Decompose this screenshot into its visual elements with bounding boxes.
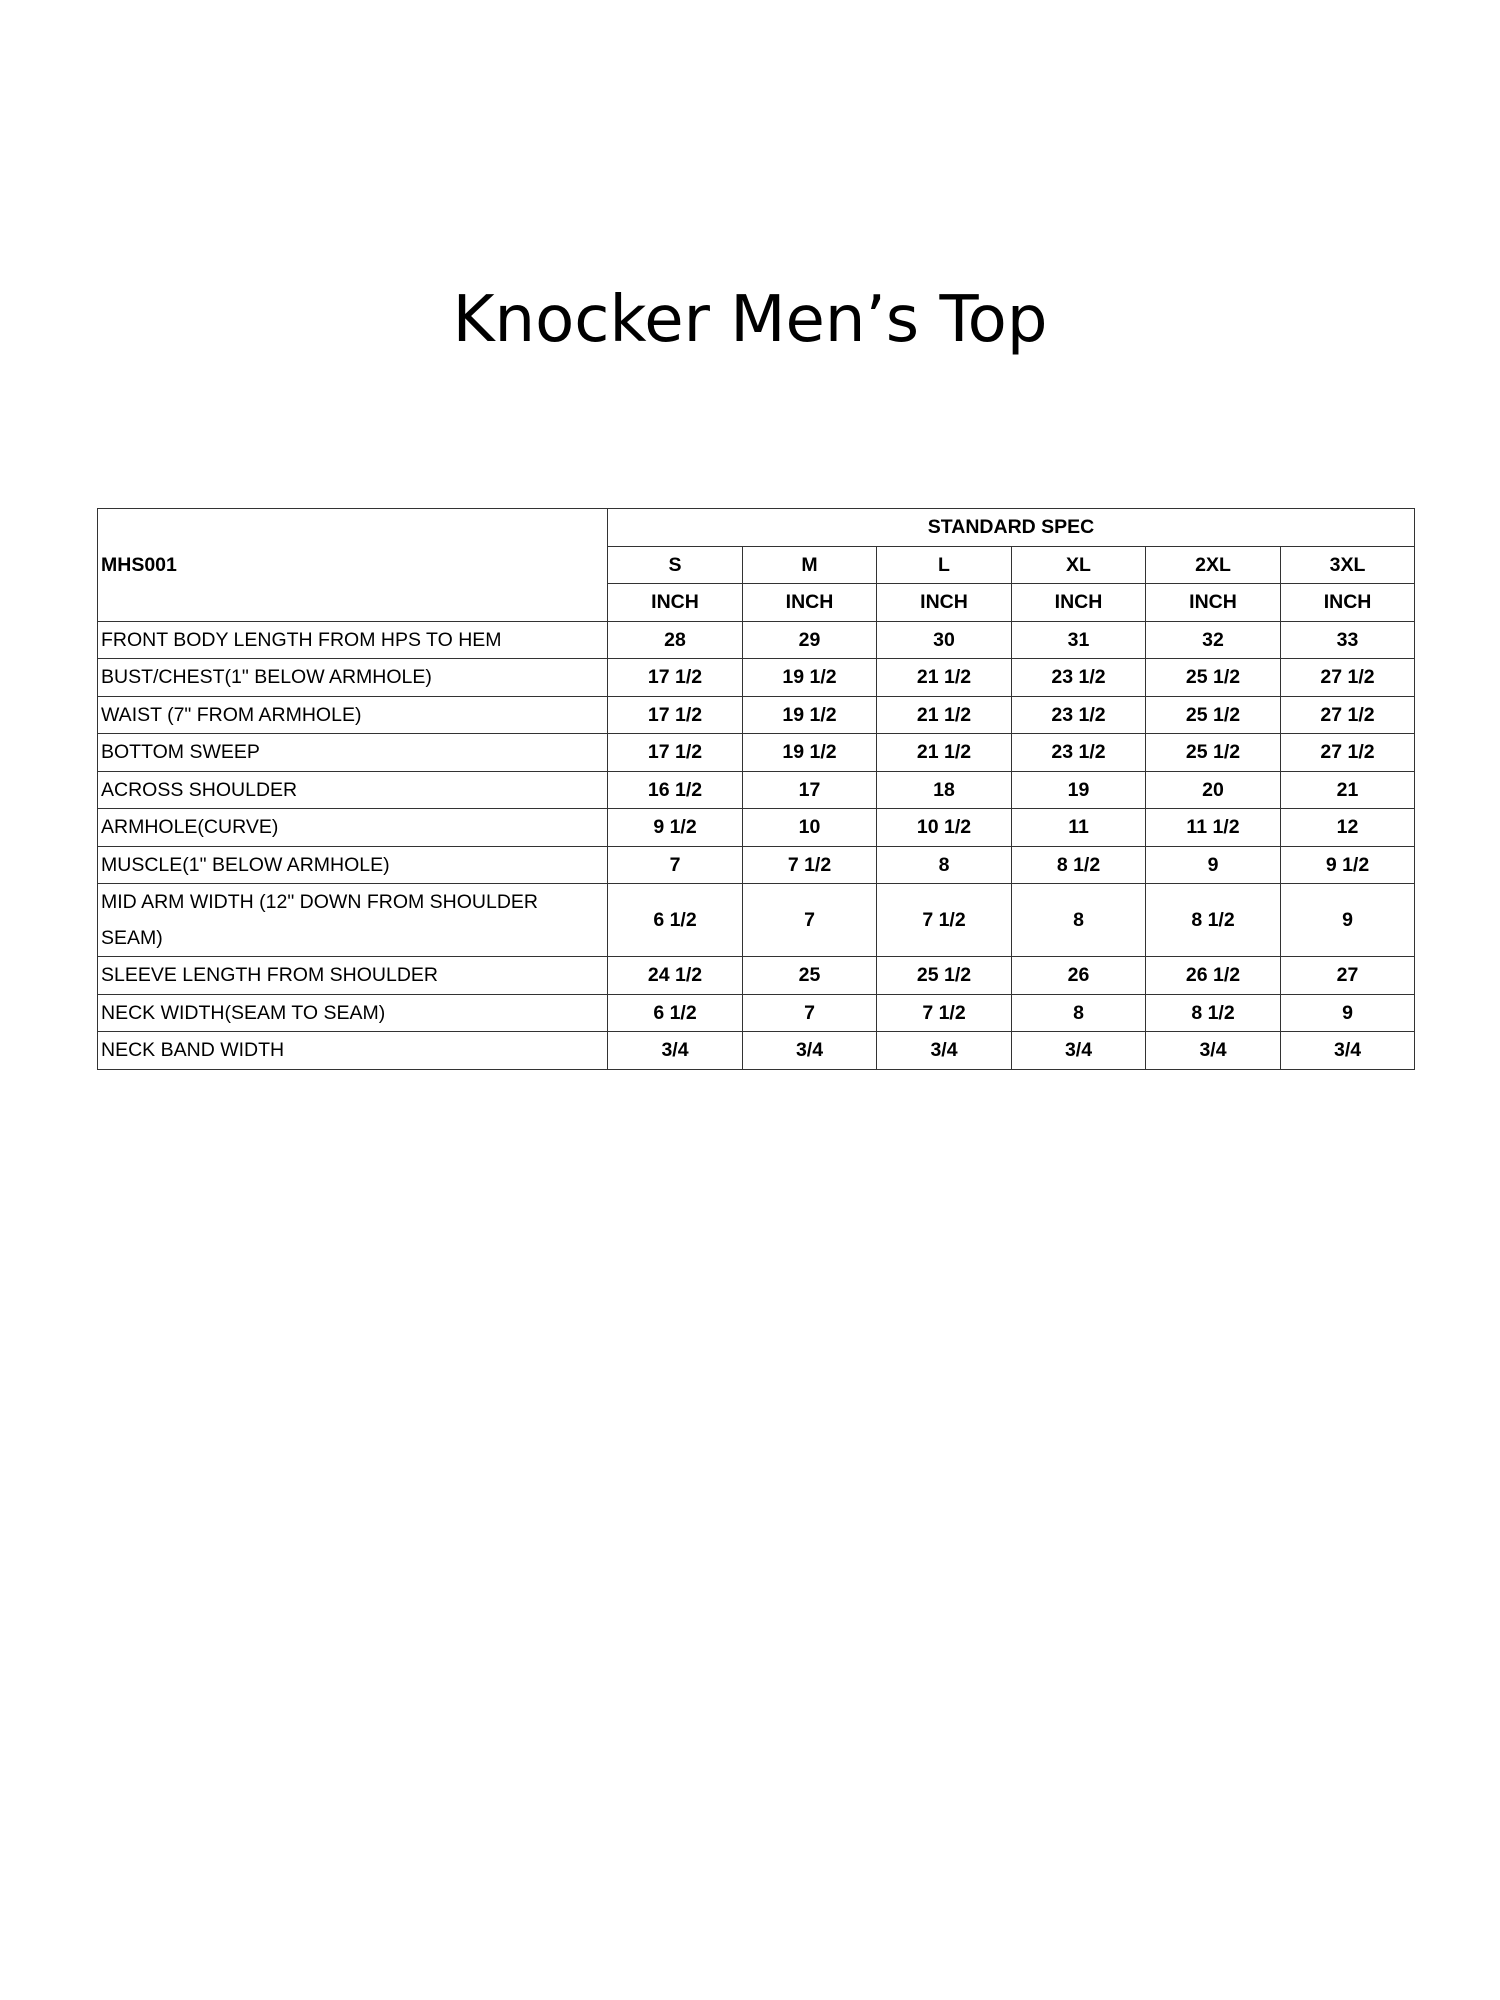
- measurement-value: 3/4: [877, 1032, 1012, 1070]
- spec-table: [97, 508, 1415, 1070]
- measurement-value: 12: [1281, 809, 1415, 847]
- unit-header-cell: INCH: [1012, 584, 1146, 622]
- measurement-value: 20: [1146, 771, 1281, 809]
- measurement-value: 3/4: [743, 1032, 877, 1070]
- measurement-label: MUSCLE(1" BELOW ARMHOLE): [98, 846, 608, 884]
- measurement-value: 8 1/2: [1146, 994, 1281, 1032]
- measurement-value: 8: [1012, 884, 1146, 957]
- measurement-value: 7: [743, 884, 877, 957]
- measurement-label: ARMHOLE(CURVE): [98, 809, 608, 847]
- measurement-value: 7 1/2: [743, 846, 877, 884]
- table-row: [98, 884, 1415, 957]
- measurement-value: 29: [743, 621, 877, 659]
- measurement-value: 24 1/2: [608, 957, 743, 995]
- measurement-value: 25 1/2: [1146, 734, 1281, 772]
- measurement-value: 3/4: [1281, 1032, 1415, 1070]
- measurement-label: BOTTOM SWEEP: [98, 734, 608, 772]
- measurement-value: 7: [743, 994, 877, 1032]
- measurement-value: 17 1/2: [608, 696, 743, 734]
- table-row: [98, 659, 1415, 697]
- table-row: [98, 696, 1415, 734]
- measurement-value: 8: [877, 846, 1012, 884]
- table-row: [98, 771, 1415, 809]
- measurement-value: 16 1/2: [608, 771, 743, 809]
- unit-header-cell: INCH: [743, 584, 877, 622]
- measurement-value: 10: [743, 809, 877, 847]
- measurement-value: 27: [1281, 957, 1415, 995]
- measurement-label: SLEEVE LENGTH FROM SHOULDER: [98, 957, 608, 995]
- unit-header-cell: INCH: [608, 584, 743, 622]
- size-header-cell: S: [608, 546, 743, 584]
- size-header-cell: XL: [1012, 546, 1146, 584]
- measurement-value: 11 1/2: [1146, 809, 1281, 847]
- measurement-value: 21 1/2: [877, 659, 1012, 697]
- measurement-label: BUST/CHEST(1" BELOW ARMHOLE): [98, 659, 608, 697]
- measurement-label: NECK BAND WIDTH: [98, 1032, 608, 1070]
- measurement-value: 8 1/2: [1012, 846, 1146, 884]
- measurement-value: 25 1/2: [877, 957, 1012, 995]
- measurement-value: 7 1/2: [877, 994, 1012, 1032]
- measurement-value: 26 1/2: [1146, 957, 1281, 995]
- measurement-value: 9: [1281, 884, 1415, 957]
- size-header-cell: L: [877, 546, 1012, 584]
- measurement-value: 6 1/2: [608, 994, 743, 1032]
- measurement-value: 27 1/2: [1281, 734, 1415, 772]
- table-row: [98, 994, 1415, 1032]
- measurement-label: FRONT BODY LENGTH FROM HPS TO HEM: [98, 621, 608, 659]
- measurement-value: 23 1/2: [1012, 659, 1146, 697]
- measurement-value: 21: [1281, 771, 1415, 809]
- measurement-value: 25 1/2: [1146, 659, 1281, 697]
- measurement-label: MID ARM WIDTH (12" DOWN FROM SHOULDER SEAM): [98, 884, 608, 957]
- measurement-value: 33: [1281, 621, 1415, 659]
- page-title: Knocker Men’s Top: [452, 283, 1048, 357]
- measurement-value: 9: [1146, 846, 1281, 884]
- measurement-value: 25: [743, 957, 877, 995]
- header-row-group: [98, 509, 1415, 547]
- measurement-value: 9 1/2: [608, 809, 743, 847]
- measurement-label: NECK WIDTH(SEAM TO SEAM): [98, 994, 608, 1032]
- table-row: [98, 621, 1415, 659]
- standard-spec-header: STANDARD SPEC: [608, 509, 1415, 547]
- measurement-value: 27 1/2: [1281, 659, 1415, 697]
- measurement-value: 21 1/2: [877, 734, 1012, 772]
- measurement-value: 8 1/2: [1146, 884, 1281, 957]
- measurement-value: 3/4: [1146, 1032, 1281, 1070]
- unit-header-cell: INCH: [877, 584, 1012, 622]
- measurement-value: 19 1/2: [743, 734, 877, 772]
- unit-header-cell: INCH: [1146, 584, 1281, 622]
- measurement-value: 17: [743, 771, 877, 809]
- style-code-cell: MHS001: [98, 509, 608, 622]
- measurement-value: 28: [608, 621, 743, 659]
- measurement-value: 3/4: [1012, 1032, 1146, 1070]
- measurement-value: 18: [877, 771, 1012, 809]
- measurement-value: 30: [877, 621, 1012, 659]
- measurement-value: 7: [608, 846, 743, 884]
- measurement-label: WAIST (7" FROM ARMHOLE): [98, 696, 608, 734]
- measurement-label: ACROSS SHOULDER: [98, 771, 608, 809]
- measurement-value: 9 1/2: [1281, 846, 1415, 884]
- measurement-value: 19 1/2: [743, 696, 877, 734]
- measurement-value: 3/4: [608, 1032, 743, 1070]
- measurement-value: 9: [1281, 994, 1415, 1032]
- measurement-value: 23 1/2: [1012, 696, 1146, 734]
- measurement-value: 7 1/2: [877, 884, 1012, 957]
- measurement-value: 31: [1012, 621, 1146, 659]
- measurement-value: 8: [1012, 994, 1146, 1032]
- measurement-value: 21 1/2: [877, 696, 1012, 734]
- size-header-cell: 2XL: [1146, 546, 1281, 584]
- table-row: [98, 846, 1415, 884]
- measurement-value: 6 1/2: [608, 884, 743, 957]
- measurement-value: 32: [1146, 621, 1281, 659]
- size-header-cell: 3XL: [1281, 546, 1415, 584]
- measurement-value: 25 1/2: [1146, 696, 1281, 734]
- size-header-cell: M: [743, 546, 877, 584]
- measurement-value: 11: [1012, 809, 1146, 847]
- measurement-value: 23 1/2: [1012, 734, 1146, 772]
- measurement-value: 10 1/2: [877, 809, 1012, 847]
- measurement-value: 26: [1012, 957, 1146, 995]
- measurement-value: 19 1/2: [743, 659, 877, 697]
- table-row: [98, 809, 1415, 847]
- table-row: [98, 734, 1415, 772]
- unit-header-cell: INCH: [1281, 584, 1415, 622]
- table-row: [98, 957, 1415, 995]
- measurement-value: 27 1/2: [1281, 696, 1415, 734]
- measurement-value: 17 1/2: [608, 734, 743, 772]
- table-row: [98, 1032, 1415, 1070]
- measurement-value: 17 1/2: [608, 659, 743, 697]
- measurement-value: 19: [1012, 771, 1146, 809]
